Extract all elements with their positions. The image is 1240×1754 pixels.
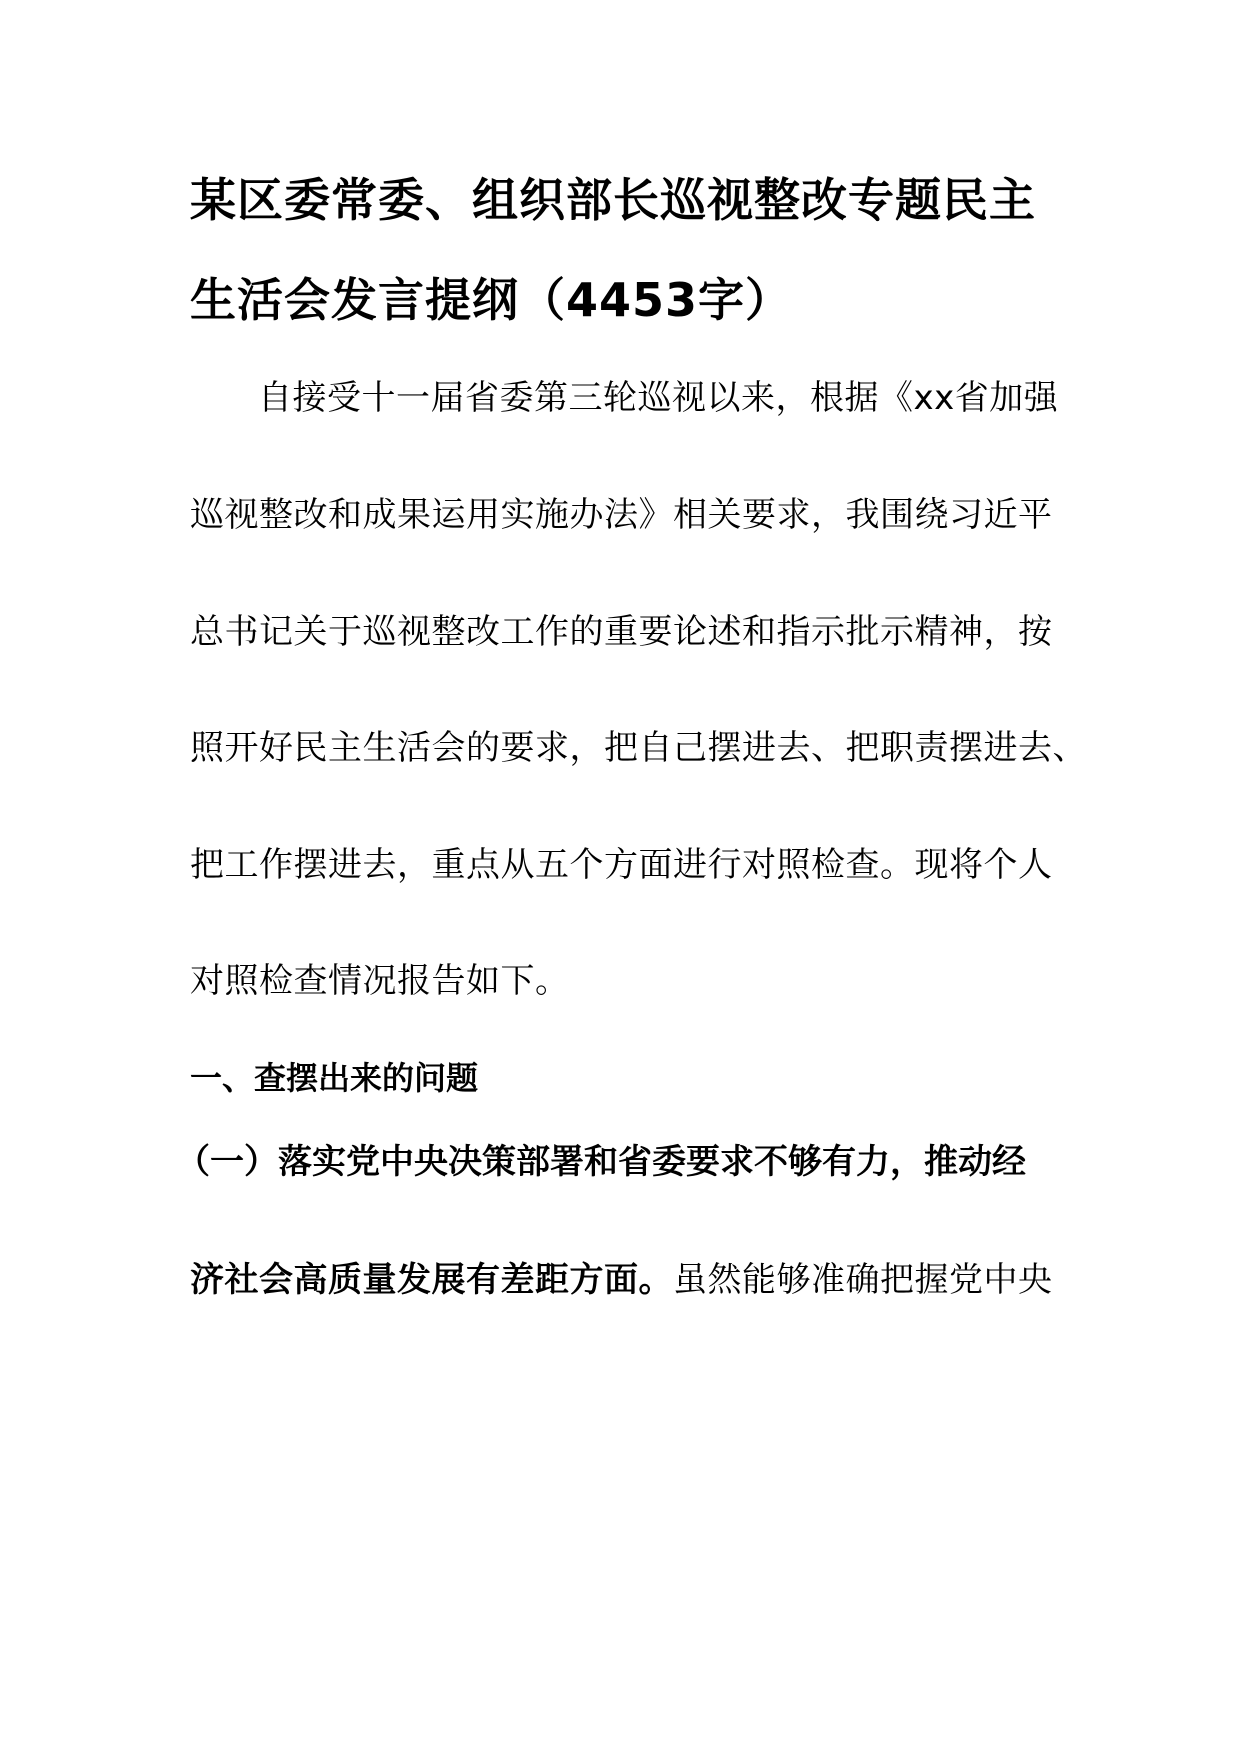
subsection-heading-line-2: 济社会高质量发展有差距方面。 <box>190 1260 673 1300</box>
intro-line-4: 照开好民主生活会的要求，把自己摆进去、把职责摆进去、 <box>190 728 1087 768</box>
subsection-paragraph-line <box>190 1260 1053 1300</box>
subsection-body-text: 虽然能够准确把握党中央 <box>673 1260 1053 1300</box>
subsection-heading-line-1: （一）落实党中央决策部署和省委要求不够有力，推动经 <box>176 1142 1026 1182</box>
intro-line-3: 总书记关于巡视整改工作的重要论述和指示批示精神，按 <box>190 612 1053 652</box>
intro-line-2: 巡视整改和成果运用实施办法》相关要求，我围绕习近平 <box>190 495 1053 535</box>
section-heading: 一、查摆出来的问题 <box>190 1059 479 1097</box>
intro-line-1: 自接受十一届省委第三轮巡视以来，根据《xx省加强 <box>258 378 1059 418</box>
document-title-line-1: 某区委常委、组织部长巡视整改专题民主 <box>190 173 1036 227</box>
intro-line-5: 把工作摆进去，重点从五个方面进行对照检查。现将个人 <box>190 845 1053 885</box>
intro-line-6: 对照检查情况报告如下。 <box>190 961 570 1001</box>
document-title-line-2: 生活会发言提纲（4453字） <box>190 273 793 327</box>
